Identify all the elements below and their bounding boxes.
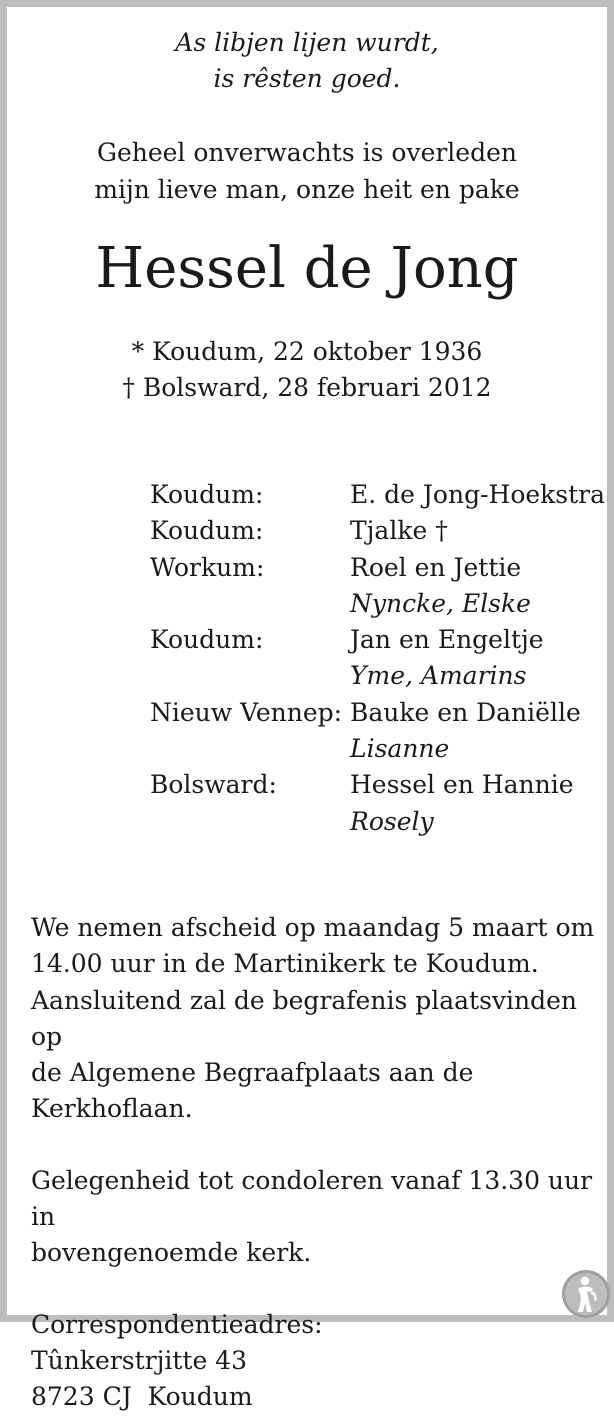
deceased-name: Hessel de Jong <box>95 236 519 301</box>
funeral-details <box>31 910 601 1416</box>
family-place: Koudum: <box>150 625 264 655</box>
family-list <box>150 477 606 840</box>
family-children: Nyncke, Elske <box>350 588 531 618</box>
family-place: Nieuw Vennep: <box>150 697 343 727</box>
life-dates <box>7 334 607 406</box>
family-row <box>150 804 595 840</box>
motto <box>7 25 607 97</box>
death-date: † Bolsward, 28 februari 2012 <box>122 373 492 402</box>
family-place: Bolsward: <box>150 770 277 800</box>
family-names: Roel en Jettie <box>350 552 522 582</box>
family-names: Tjalke † <box>350 516 448 546</box>
family-children: Yme, Amarins <box>350 661 527 691</box>
motto-line: is rêsten goed. <box>213 64 401 93</box>
intro-line: mijn lieve man, onze heit en pake <box>94 175 520 204</box>
intro-text <box>7 134 607 208</box>
family-row <box>150 513 595 549</box>
family-place: Koudum: <box>150 480 264 509</box>
family-row <box>150 622 595 658</box>
family-row <box>150 731 595 767</box>
family-row <box>150 658 595 694</box>
family-names: Hessel en Hannie <box>350 770 574 800</box>
correspondence-address: Correspondentieadres: Tûnkerstrjitte 43 8723 CJ Koudum <box>31 1309 323 1412</box>
birth-date: * Koudum, 22 oktober 1936 <box>131 337 483 366</box>
condolence-paragraph: Gelegenheid tot condoleren vanaf 13.30 uur in bovengenoemde kerk. <box>31 1165 593 1268</box>
farewell-paragraph: We nemen afscheid op maandag 5 maart om 14.00 uur in de Martinikerk te Koudum. Aansluitend zal de begrafenis plaatsvinden op de Algemene Begraafplaats aan de Kerkhoflaan. <box>31 913 595 1124</box>
family-row <box>150 695 595 731</box>
family-names: Jan en Engeltje <box>350 625 544 655</box>
memorial-figure-icon <box>561 1269 611 1319</box>
family-row <box>150 586 595 622</box>
family-row <box>150 477 606 513</box>
motto-line: As libjen lijen wurdt, <box>175 28 439 57</box>
family-names: E. de Jong-Hoekstra <box>350 480 606 509</box>
family-names: Bauke en Daniëlle <box>350 697 581 727</box>
intro-line: Geheel onverwachts is overleden <box>96 138 518 167</box>
family-row <box>150 550 595 586</box>
family-place: Koudum: <box>150 516 264 546</box>
family-place: Workum: <box>150 552 265 582</box>
family-children: Lisanne <box>350 734 450 764</box>
family-children: Rosely <box>350 806 434 836</box>
family-row <box>150 767 595 803</box>
